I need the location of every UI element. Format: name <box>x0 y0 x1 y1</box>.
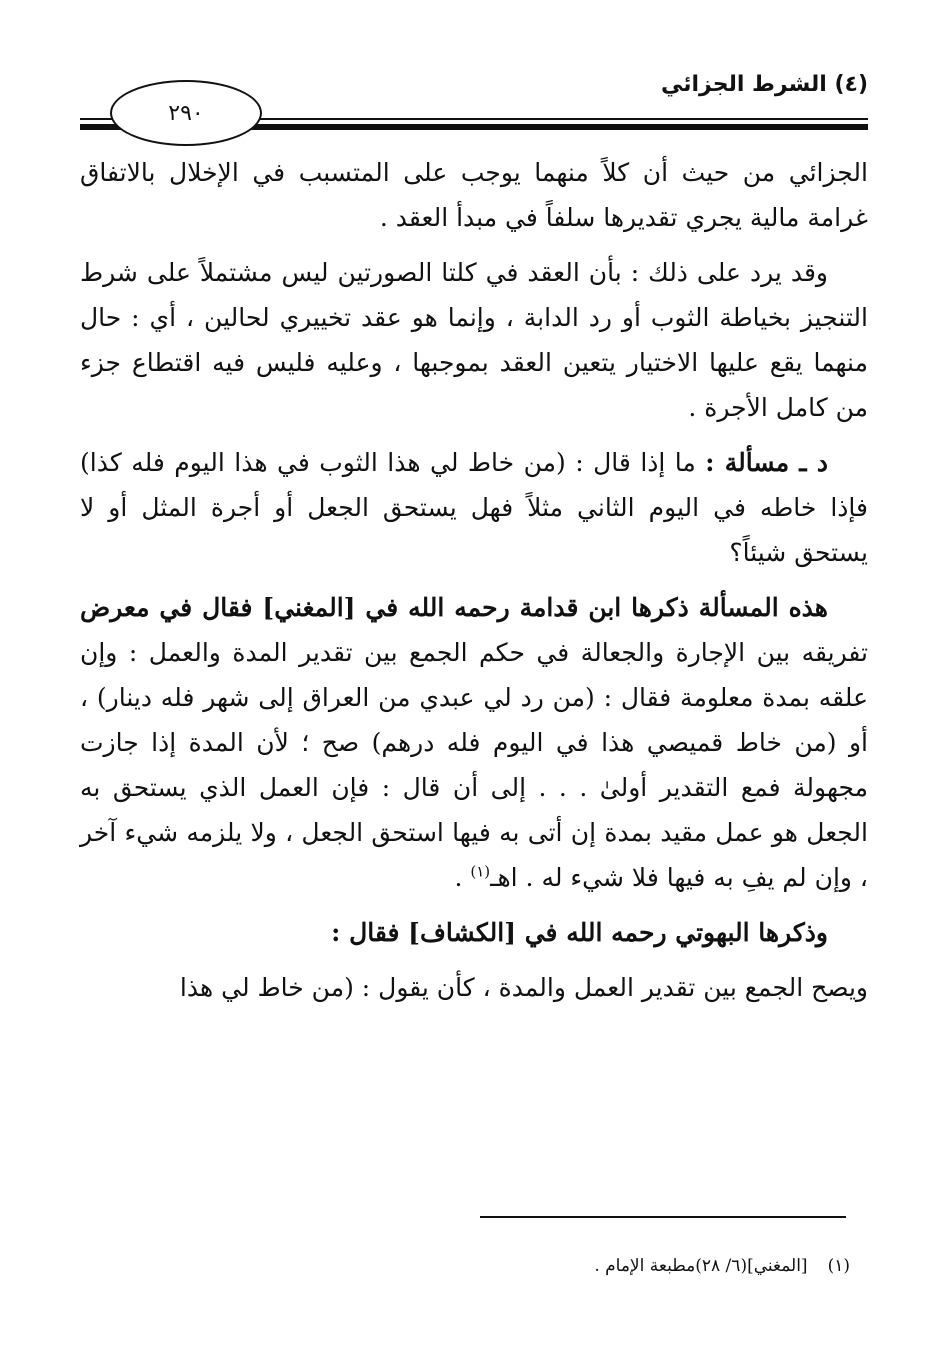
question-text: ما إذا قال : (من خاط لي هذا الثوب في هذا اليوم فله كذا) فإذا خاطه في اليوم الثاني مثلاً فهل يستحق الجعل أو أجرة المثل أو لا يستحق شيئاً؟ <box>80 448 868 567</box>
ibn-qudama-intro: هذه المسألة ذكرها ابن قدامة رحمه الله في [المغني] فقال في معرض <box>80 593 828 622</box>
ibn-qudama-end: . <box>454 863 471 892</box>
paragraph-objection: وقد يرد على ذلك : بأن العقد في كلتا الصورتين ليس مشتملاً على شرط التنجيز بخياطة الثوب أو رد الدابة ، وإنما هو عقد تخييري لحالين ، أي : حال منهما يقع عليها الاختيار يتعين العقد بموجبها ، وعليه فليس فيه اقتطاع جزء من كامل الأجرة . <box>80 258 868 422</box>
page-number: ٢٩٠ <box>168 100 204 126</box>
page-header <box>80 62 868 142</box>
paragraph-continuation: الجزائي من حيث أن كلاً منهما يوجب على المتسبب في الإخلال بالاتفاق غرامة مالية يجري تقديرها سلفاً في مبدأ العقد . <box>80 158 868 232</box>
footnote-number: (١) <box>827 1256 850 1276</box>
main-text <box>80 150 868 1020</box>
ibn-qudama-quote: تفريقه بين الإجارة والجعالة في حكم الجمع بين تقدير المدة والعمل : وإن علقه بمدة معلومة فقال : (من رد لي عبدي من العراق إلى شهر فله دينار) ، أو (من خاط قميصي هذا في اليوم فله درهم) صح ؛ لأن المدة إذا جازت مجهولة فمع التقدير أولىٰ . . . إلى أن قال : فإن العمل الذي يستحق به الجعل هو عمل مقيد بمدة إن أتى به فيها استحق الجعل ، ولا يلزمه شيء آخر ، وإن لم يفِ به فيها فلا شيء له . اهـ <box>80 638 868 892</box>
paragraph-ibn-qudama <box>80 585 868 900</box>
footnote-text: [المغني](٦/ ٢٨)مطبعة الإمام . <box>594 1256 808 1276</box>
question-label: د ـ مسألة : <box>705 448 828 477</box>
paragraph-buhuti-quote: ويصح الجمع بين تقدير العمل والمدة ، كأن يقول : (من خاط لي هذا <box>179 973 868 1002</box>
footnote <box>594 1256 850 1276</box>
running-title: (٤) الشرط الجزائي <box>661 72 868 97</box>
footnote-separator <box>480 1216 846 1218</box>
paragraph-question <box>80 440 868 575</box>
paragraph-buhuti-heading: وذكرها البهوتي رحمه الله في [الكشاف] فقال : <box>331 918 828 947</box>
page-number-badge <box>110 80 262 146</box>
footnote-ref: (١) <box>470 862 491 881</box>
